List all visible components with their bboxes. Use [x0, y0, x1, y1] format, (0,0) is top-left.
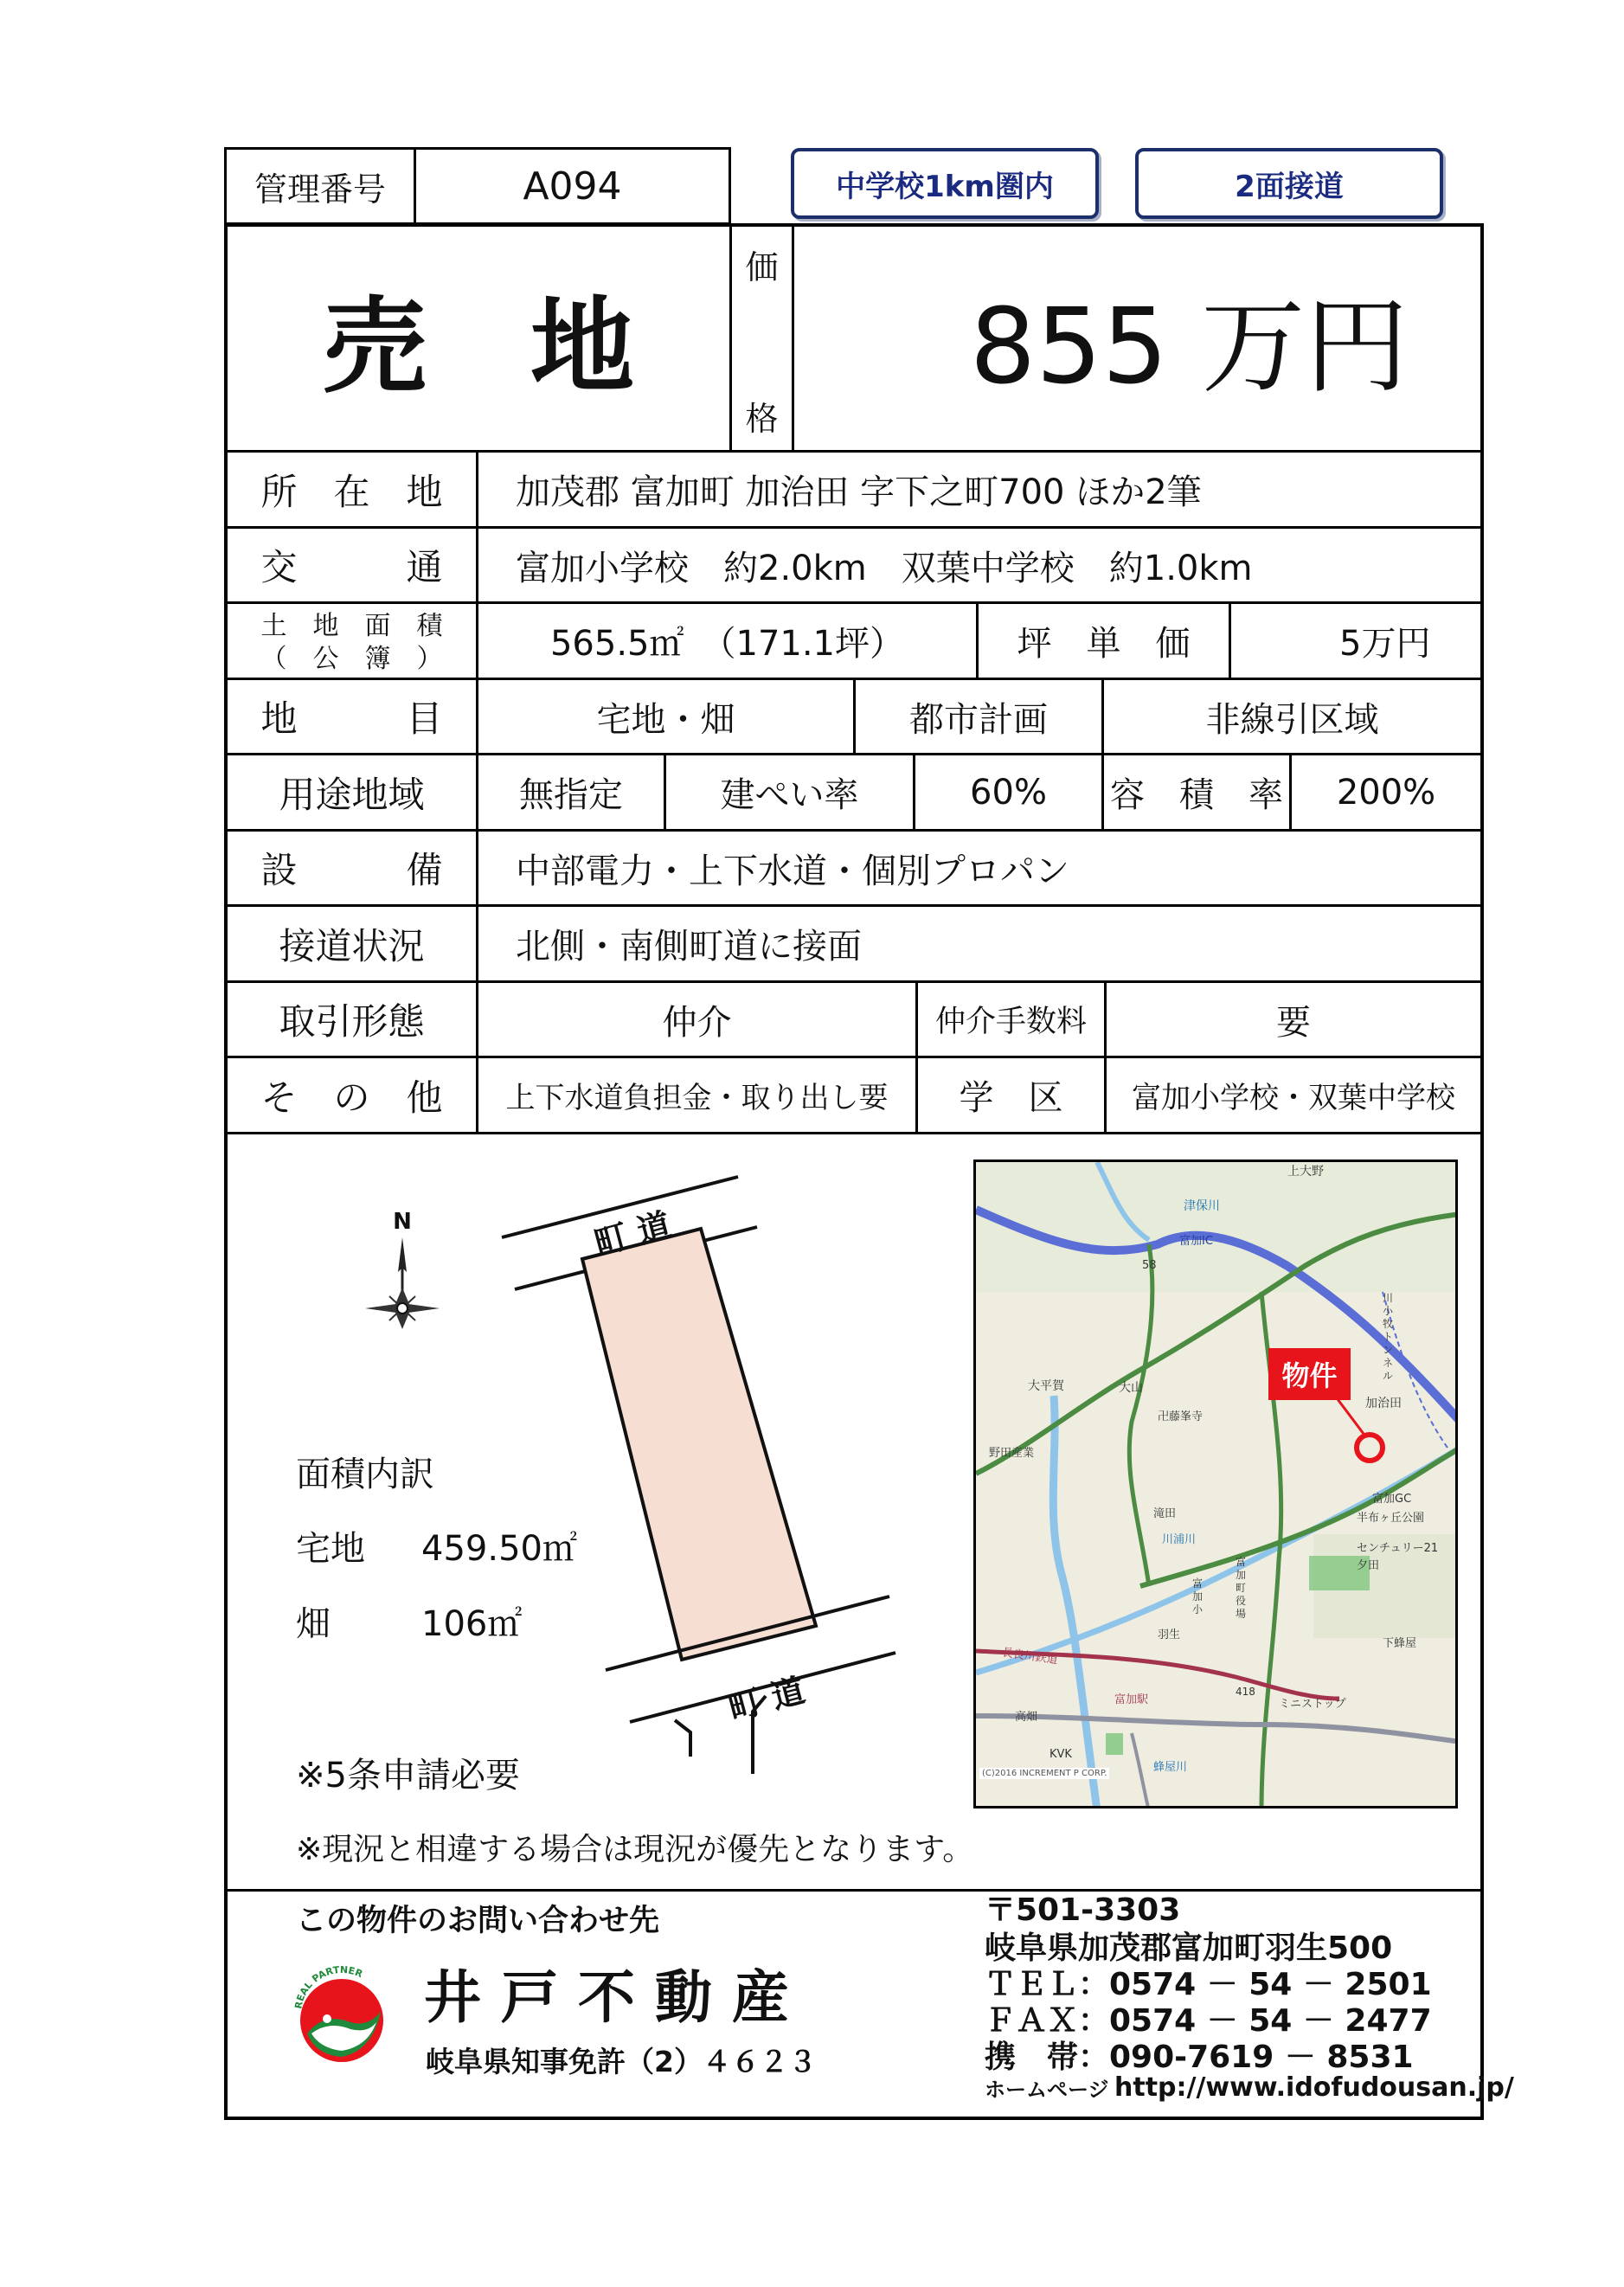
road-label-top: 町 道 [590, 1205, 675, 1262]
unit-price-value: 5万円 [1339, 624, 1431, 664]
zoning-value: 無指定 [519, 775, 623, 815]
note-current-condition: ※現況と相違する場合は現況が優先となります。 [296, 1831, 974, 1867]
homepage-url[interactable]: http://www.idofudousan.jp/ [1114, 2072, 1514, 2103]
map-label-tomika-elementary: 富加小 [1192, 1577, 1204, 1616]
area-label-bottom: （ 公 簿 ） [260, 644, 443, 674]
price-label-top: 価 [745, 247, 779, 286]
location-label: 所 在 地 [260, 470, 443, 513]
map-label-nagaragawa-railway: 長良川鉄道 [1000, 1646, 1059, 1667]
far-value: 200% [1336, 772, 1436, 813]
traffic-value: 富加小学校 約2.0km 双葉中学校 約1.0km [516, 548, 1253, 588]
north-label: N [393, 1209, 412, 1235]
coverage-value: 60% [970, 772, 1047, 813]
map-label-town-office: 富加町役場 [1236, 1556, 1247, 1620]
map-label-tomika-station: 富加駅 [1114, 1693, 1149, 1706]
homepage-label: ホームページ [985, 2077, 1109, 2102]
area-breakdown-1-value: 459.50㎡ [421, 1528, 577, 1569]
zip-code: 〒501-3303 [985, 1892, 1181, 1928]
area-label-top: 土 地 面 積 [260, 611, 443, 641]
map-label-kamiohno: 上大野 [1287, 1165, 1324, 1179]
category-value: 宅地・畑 [596, 699, 735, 740]
area-breakdown-2-label: 畑 [296, 1603, 331, 1644]
city-plan-label: 都市計画 [909, 699, 1048, 740]
area-breakdown-1-label: 宅地 [296, 1528, 365, 1569]
map-copyright: (C)2016 INCREMENT P CORP. [979, 1768, 1109, 1779]
location-value: 加茂郡 富加町 加治田 字下之町700 ほか2筆 [516, 472, 1202, 512]
map-graphics [976, 1162, 1458, 1808]
price-label-bottom: 格 [745, 399, 779, 438]
map-label-takita: 滝田 [1153, 1507, 1177, 1520]
property-marker-label: 物件 [1281, 1359, 1338, 1392]
map-label-tunnel: 川小牧トンネル [1383, 1292, 1394, 1382]
map-label-kvk: KVK [1050, 1748, 1072, 1761]
road-label-bottom: 町 道 [724, 1670, 809, 1728]
area-breakdown-title: 面積内訳 [296, 1454, 434, 1494]
map-label-hanyu: 羽生 [1158, 1629, 1181, 1641]
map-label-oyama: 大山 [1119, 1381, 1143, 1395]
map-label-ministop: ミニストップ [1279, 1698, 1346, 1711]
road-access-label: 接道状況 [279, 924, 425, 967]
area-breakdown-2-value: 106㎡ [421, 1603, 523, 1644]
company-name: 井 戸 不 動 産 [424, 1963, 789, 2031]
svg-text:REAL PARTNER: REAL PARTNER [292, 1963, 365, 2010]
badge-two-road-access: 2面接道 [1135, 148, 1443, 219]
facility-label: 設 備 [260, 849, 443, 891]
deal-label: 取引形態 [279, 1000, 425, 1043]
unit-price-label: 坪 単 価 [1017, 624, 1191, 664]
inquiry-heading: この物件のお問い合わせ先 [296, 1904, 660, 1938]
coverage-label: 建ぺい率 [720, 775, 859, 815]
company-address: 岐阜県加茂郡富加町羽生500 [985, 1930, 1393, 1966]
location-map[interactable] [973, 1160, 1458, 1808]
badge-junior-high-1km: 中学校1km圏内 [791, 148, 1099, 219]
category-label: 地 目 [260, 697, 443, 740]
deal-value: 仲介 [662, 1002, 732, 1043]
mobile-number[interactable]: 携 帯：090-7619 － 8531 [985, 2039, 1414, 2075]
map-label-yuda: 夕田 [1357, 1559, 1380, 1572]
school-district-value: 富加小学校・双葉中学校 [1132, 1081, 1455, 1115]
zoning-label: 用途地域 [279, 773, 425, 816]
facility-value: 中部電力・上下水道・個別プロパン [516, 851, 1069, 891]
compass-rose-icon [365, 1237, 440, 1329]
management-number-label: 管理番号 [254, 170, 386, 209]
map-label-hachiya-river: 蜂屋川 [1153, 1761, 1188, 1774]
price: 855 万円 [969, 287, 1409, 408]
school-district-label: 学 区 [959, 1078, 1063, 1118]
map-label-kajita: 加治田 [1365, 1397, 1402, 1410]
road-access-value: 北側・南側町道に接面 [516, 927, 862, 967]
map-label-fujimine-ji: 卍藤峯寺 [1158, 1410, 1204, 1423]
traffic-label: 交 通 [260, 546, 443, 588]
map-label-century21: センチュリー21 [1357, 1542, 1439, 1555]
company-logo-icon [286, 1951, 398, 2064]
map-label-tomika-ic: 富加IC [1179, 1235, 1213, 1248]
phone-number[interactable]: ＴＥＬ：0574 － 54 － 2501 [985, 1966, 1432, 2002]
city-plan-value: 非線引区域 [1205, 699, 1379, 740]
other-value: 上下水道負担金・取り出し要 [505, 1081, 889, 1115]
management-number-value: A094 [523, 164, 622, 209]
other-label: そ の 他 [260, 1076, 443, 1119]
map-label-takahata: 高畑 [1015, 1711, 1038, 1724]
map-label-kawaura-river: 川浦川 [1162, 1533, 1197, 1546]
map-label-route-418: 418 [1236, 1686, 1255, 1698]
map-label-tomika-gc: 富加GC [1372, 1493, 1412, 1506]
far-label: 容 積 率 [1110, 775, 1283, 815]
map-label-hanyugaoka-park: 半布ヶ丘公園 [1357, 1512, 1425, 1525]
listing-type: 売 地 [323, 287, 634, 408]
fee-value: 要 [1276, 1002, 1311, 1043]
license-number: 岐阜県知事免許（2）４６２３ [426, 2044, 817, 2078]
area-value: 565.5㎡ （171.1坪） [549, 624, 905, 664]
map-label-route-58: 58 [1142, 1259, 1157, 1272]
map-label-shimohachiya: 下蜂屋 [1383, 1637, 1417, 1650]
fee-label: 仲介手数料 [934, 1005, 1087, 1039]
map-label-noda-sangyo: 野田産業 [989, 1447, 1035, 1460]
map-label-ohiraga: 大平賀 [1028, 1379, 1064, 1393]
note-agricultural-permit: ※5条申請必要 [296, 1755, 520, 1796]
fax-number: ＦＡＸ：0574 － 54 － 2477 [985, 2002, 1432, 2039]
map-label-tsubogawa: 津保川 [1184, 1199, 1220, 1213]
